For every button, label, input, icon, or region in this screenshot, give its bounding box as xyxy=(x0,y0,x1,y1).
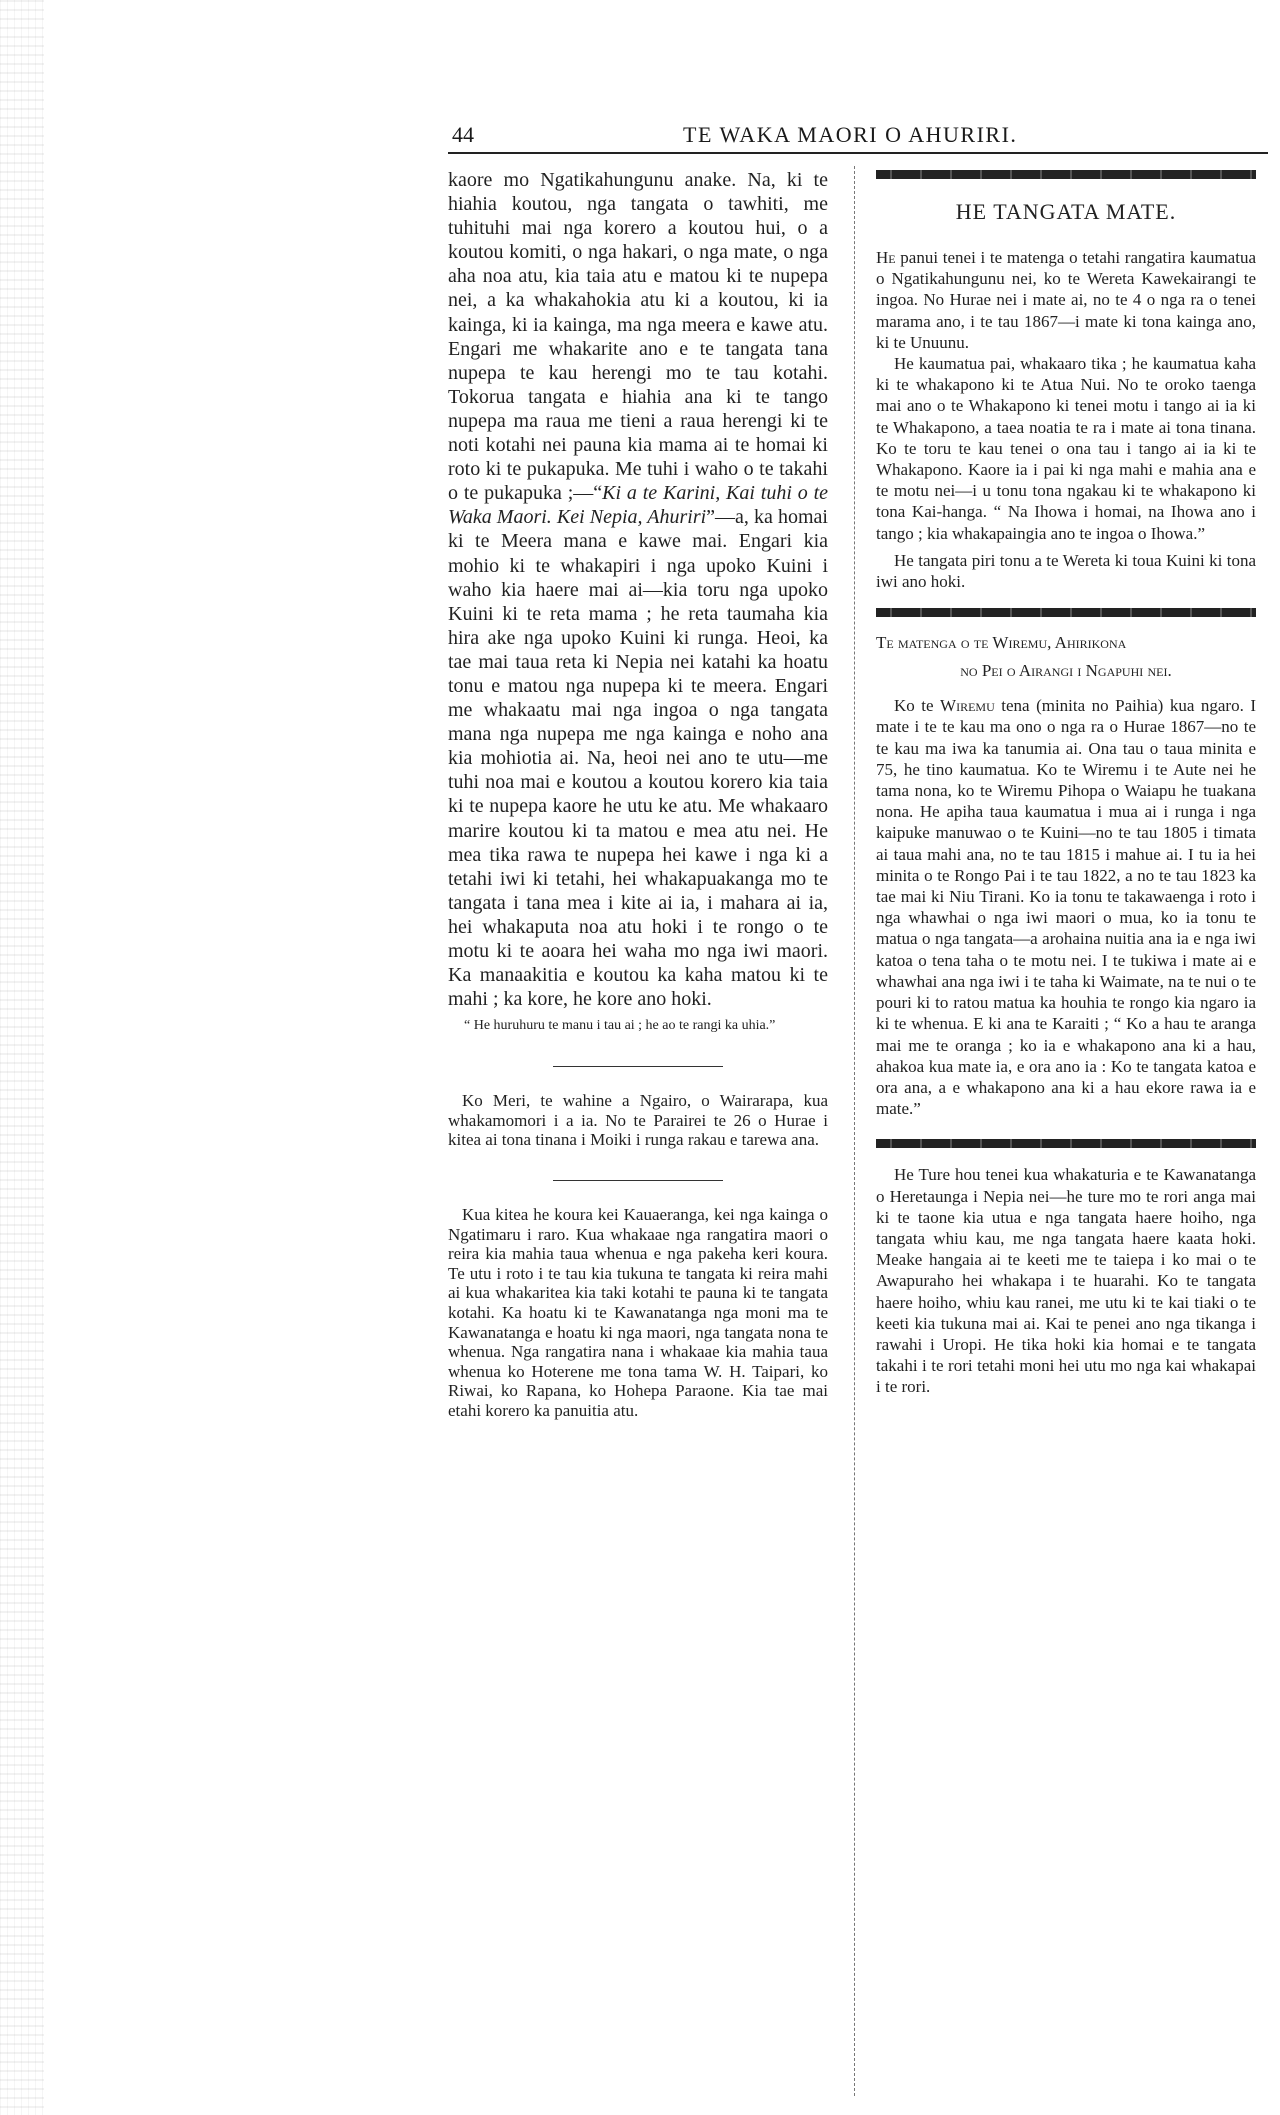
he-tangata-mate-title: HE TANGATA MATE. xyxy=(955,199,1177,224)
wiremu-title-line-2: no Pei o Airangi i Ngapuhi nei. xyxy=(960,661,1172,681)
page-header xyxy=(448,118,1268,154)
main-article-part-1: kaore mo Ngatikahungunu anake. Na, ki te hiahia koutou, nga tangata o tawhiti, me tuhituhi mai nga korero a koutou hui, o a koutou komiti, o nga hakari, o nga mate, o nga aha noa atu, kia taia atu e matou ki te nupepa nei, a ka whakahokia atu ki a koutou, ki ia kainga, ki ia kainga, ma nga meera e kawe atu. Engari me whakarite ano e te tangata tana nupepa te kau herengi mo te tau kotahi. Tokorua tangata e hiahia ana ki te tango nupepa ma raua me tieni a raua herengi ki te noti kotahi nei pauna kia mama ai te homai ki roto ki te pukapuka. Me tuhi i waho o te takahi o te pukapuka ;—“ xyxy=(448,169,828,505)
wiremu-title-block xyxy=(876,629,1256,685)
column-divider xyxy=(854,166,855,2096)
right-column xyxy=(876,168,1256,1398)
page-edge-texture xyxy=(0,0,44,2115)
ornamental-rule xyxy=(876,1139,1256,1148)
obituary-paragraph-1 xyxy=(876,247,1256,353)
meri-notice: Ko Meri, te wahine a Ngairo, o Wairarapa, kua whakamomori i a ia. No te Parairei te 26 o Hurae i kitea ai tona tinana i Moiki i runga rakau e tarewa ana. xyxy=(448,1091,828,1150)
wiremu-lead-name: Wiremu xyxy=(940,696,995,716)
main-article-part-2: ”—a, ka homai ki te Meera mana e kawe mai. Engari kia mohio ki te whakapiri i nga upoko Kuini i waho kia haere mai ai—kia toru nga upoko Kuini ki te reta mama ; he reta taumaha kia hira ake nga upoko Kuini ki runga. Heoi, ka tae mai taua reta ki Nepia nei katahi ka hoatu tonu e matou nga nupepa ki te meera. Engari me whakaatu mai nga ingoa o nga tangata mana nga nupepa me nga kainga e noho ana kia mohiotia ai. Na, heoi nei ano te utu—me tuhi noa mai e koutou a koutou korero kia taia ki te nupepa kaore he utu ke atu. Me whakaaro marire koutou ki ta matou e mea atu nei. He mea tika rawa te nupepa hei kawe i nga ki a tetahi iwi ki tetahi, hei whakapuakanga mo te tangata i tana mea i kite ai ia, i mahara ai ia, hei whakaputa noa atu hoki i te rongo o te motu ki te aoara hei waha mo nga iwi maori. Ka manaakitia e koutou ka kaha matou ki te mahi ; ka kore, he kore ano hoki. xyxy=(448,506,828,1011)
divider-rule xyxy=(553,1180,723,1181)
ornamental-rule xyxy=(876,170,1256,179)
wiremu-title-line-1: Te matenga o te Wiremu, Ahirikona xyxy=(876,633,1127,653)
wiremu-body: tena (minita no Paihia) kua ngaro. I mate i te te kau ma ono o nga ra o Hurae 1867—no te te kau ma iwa ka tanumia ai. Ona tau o taua minita e 75, he tino kaumatua. Ko te Wiremu i te Aute nei he tama nona, ko te Wiremu Pihopa o Waiapu he tuakana nona. He apiha taua kaumatua i mua ai i runga i nga kaipuke manuwao o te Kuini—no te tau 1805 i timata ai taua mahi ana, no te tau 1815 i mahue ai. I tu ia hei minita o te Rongo Pai i te tau 1822, a no te tau 1823 ka tae mai ki Niu Tirani. Ko ia tonu te takawaenga i roto i nga whawhai o nga iwi maori o mua, ko ia tonu te matua o nga tangata—a arohaina nuitia ana ia e nga iwi katoa o tena taha o te motu nei. I te tukiwa i mate ai e whawhai ana nga iwi i te taha ki Waimate, na te nui o te pouri ki to ratou matua ka houhia te rongo kia ngaro ia ki te whenua. E ki ana te Karaiti ; “ Ko a hau te aranga mai me te oranga ; ko ia e whakapono ana ki a hau, ahakoa kua mate ia, e ora ano ia : Ko te tangata katoa e ora ana, a e whakapono ana ki a hau ekore rawa ia e mate.” xyxy=(876,696,1256,1119)
wiremu-lead-text: Ko te xyxy=(894,696,941,716)
divider-rule xyxy=(553,1066,723,1067)
obituary-lead-word: He xyxy=(876,248,896,267)
obituary-para-1-text: panui tenei i te matenga o tetahi rangatira kaumatua o Ngatikahungunu nei, ko te Wereta Kawekairangi te ingoa. No Hurae nei i mate ai, no te 4 o nga ra o tenei marama ano, i te tau 1867—i mate ki tona kainga ano, ki te Unuunu. xyxy=(876,248,1256,352)
ture-notice: He Ture hou tenei kua whakaturia e te Kawanatanga o Heretaunga i Nepia nei—he ture mo te rori anga mai ki te taone kia utua e nga tangata haere hoiho, nga tangata whiu kau, me nga tangata haere kaata hoki. Meake hangaia ai te keeti me te taiepa i ko mai o te Awapuraho hei whakapa i te huarahi. Ko te tangata haere hoiho, whiu kau ranei, me utu ki te kai tiaki o te keeti kia tukuna mai ai. Kai te penei ano nga tikanga i rawahi i Uropi. He tika hoki kia homai e te tangata takahi i te rori tetahi moni hei utu mo nga kai whakapai i te rori. xyxy=(876,1165,1256,1397)
page-number: 44 xyxy=(452,122,474,147)
newspaper-page xyxy=(448,108,1280,2108)
koura-notice: Kua kitea he koura kei Kauaeranga, kei nga kainga o Ngatimaru i raro. Kua whakaae nga rangatira maori o reira kia mahia taua whenua e nga pakeha keri koura. Te utu i roto i te tau kia tukuna te tangata ki reira mahi ai kua whakaritea kia taki kotahi te pauna ki te tangata kotahi. Ka hoatu ki te Kawanatanga nga moni ma te Kawanatanga e hoatu ki nga maori, nga tangata nona te whenua. Nga rangatira nana i whakaae kia mahia taua whenua ko Hoterene me tona tama W. H. Taipari, ko Riwai, ko Rapana, ko Hohepa Paraone. Kia tae mai etahi korero ka panuitia atu. xyxy=(448,1205,828,1420)
main-article-text xyxy=(448,168,828,1011)
running-title: TE WAKA MAORI O AHURIRI. xyxy=(683,122,1018,147)
proverb-quote: “ He huruhuru te manu i tau ai ; he ao te rangi ka uhia.” xyxy=(464,1018,776,1034)
left-column xyxy=(448,168,828,1421)
obituary-paragraph-2: He kaumatua pai, whakaaro tika ; he kaumatua kaha ki te whakapono ki te Atua Nui. No te oroko taenga mai ano o te Whakapono ki tenei motu i tango ai ia ki te Whakapono, a taea noatia te ra i mate ai tona tinana. Ko te toru te kau tenei o ona tau i tango ai ia ki te Whakapono. Kaore ia i pai ki nga mahi e mahia ana e te motu nei—i u tonu tona ngakau ki te whakapono ki tona Kai-hanga. “ Na Ihowa i homai, na Ihowa ano i tango ; kia whakapaingia ano te ingoa o Ihowa.” xyxy=(876,354,1256,543)
obituary-paragraph-3: He tangata piri tonu a te Wereta ki toua Kuini ki tona iwi ano hoki. xyxy=(876,550,1256,592)
wiremu-article-text xyxy=(876,695,1256,1119)
ornamental-rule xyxy=(876,608,1256,617)
main-article-address: Ki a te Karini, Kai tuhi o te Waka Maori. Kei Nepia, Ahuriri xyxy=(448,482,829,529)
